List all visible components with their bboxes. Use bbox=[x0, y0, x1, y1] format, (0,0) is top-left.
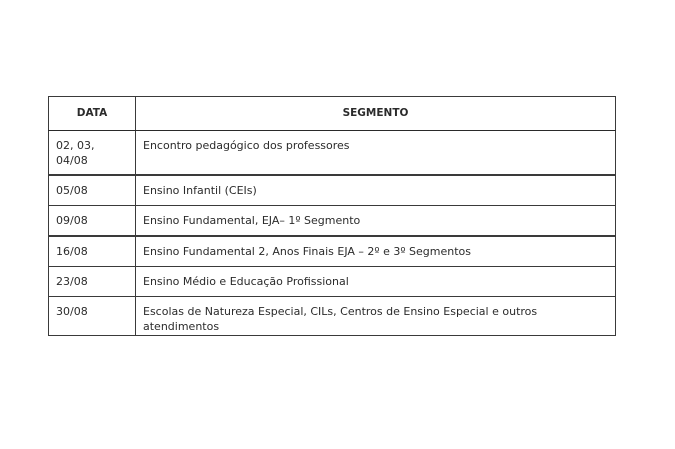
segment-cell bbox=[136, 267, 616, 297]
schedule-table bbox=[48, 96, 616, 336]
segment-cell bbox=[136, 297, 616, 336]
table-header-row bbox=[49, 97, 616, 131]
date-line: 16/08 bbox=[56, 245, 88, 258]
date-column-header: DATA bbox=[49, 97, 136, 131]
date-line: 30/08 bbox=[56, 305, 88, 318]
date-line: 05/08 bbox=[56, 184, 88, 197]
date-line: 23/08 bbox=[56, 275, 88, 288]
segment-line: Encontro pedagógico dos professores bbox=[143, 139, 350, 152]
table-row bbox=[49, 131, 616, 176]
segment-line: Ensino Fundamental, EJA– 1º Segmento bbox=[143, 214, 361, 227]
segment-line: Ensino Fundamental 2, Anos Finais EJA – 2º e 3º Segmentos bbox=[143, 245, 471, 258]
table-row bbox=[49, 175, 616, 206]
segment-column-header: SEGMENTO bbox=[136, 97, 616, 131]
date-line: 09/08 bbox=[56, 214, 88, 227]
segment-cell bbox=[136, 175, 616, 206]
segment-line: atendimentos bbox=[143, 320, 220, 333]
table-row bbox=[49, 206, 616, 237]
segment-line: Ensino Médio e Educação Profissional bbox=[143, 275, 349, 288]
date-line: 04/08 bbox=[56, 154, 88, 167]
date-cell bbox=[49, 267, 136, 297]
segment-cell bbox=[136, 206, 616, 237]
segment-line: Escolas de Natureza Especial, CILs, Centros de Ensino Especial e outros bbox=[143, 305, 538, 318]
segment-line: Ensino Infantil (CEIs) bbox=[143, 184, 257, 197]
segment-cell bbox=[136, 131, 616, 176]
date-cell bbox=[49, 131, 136, 176]
segment-cell bbox=[136, 236, 616, 267]
table-row bbox=[49, 236, 616, 267]
date-cell bbox=[49, 206, 136, 237]
table-row bbox=[49, 267, 616, 297]
date-line: 02, 03, bbox=[56, 139, 95, 152]
date-cell bbox=[49, 236, 136, 267]
date-cell bbox=[49, 175, 136, 206]
table-row bbox=[49, 297, 616, 336]
date-cell bbox=[49, 297, 136, 336]
